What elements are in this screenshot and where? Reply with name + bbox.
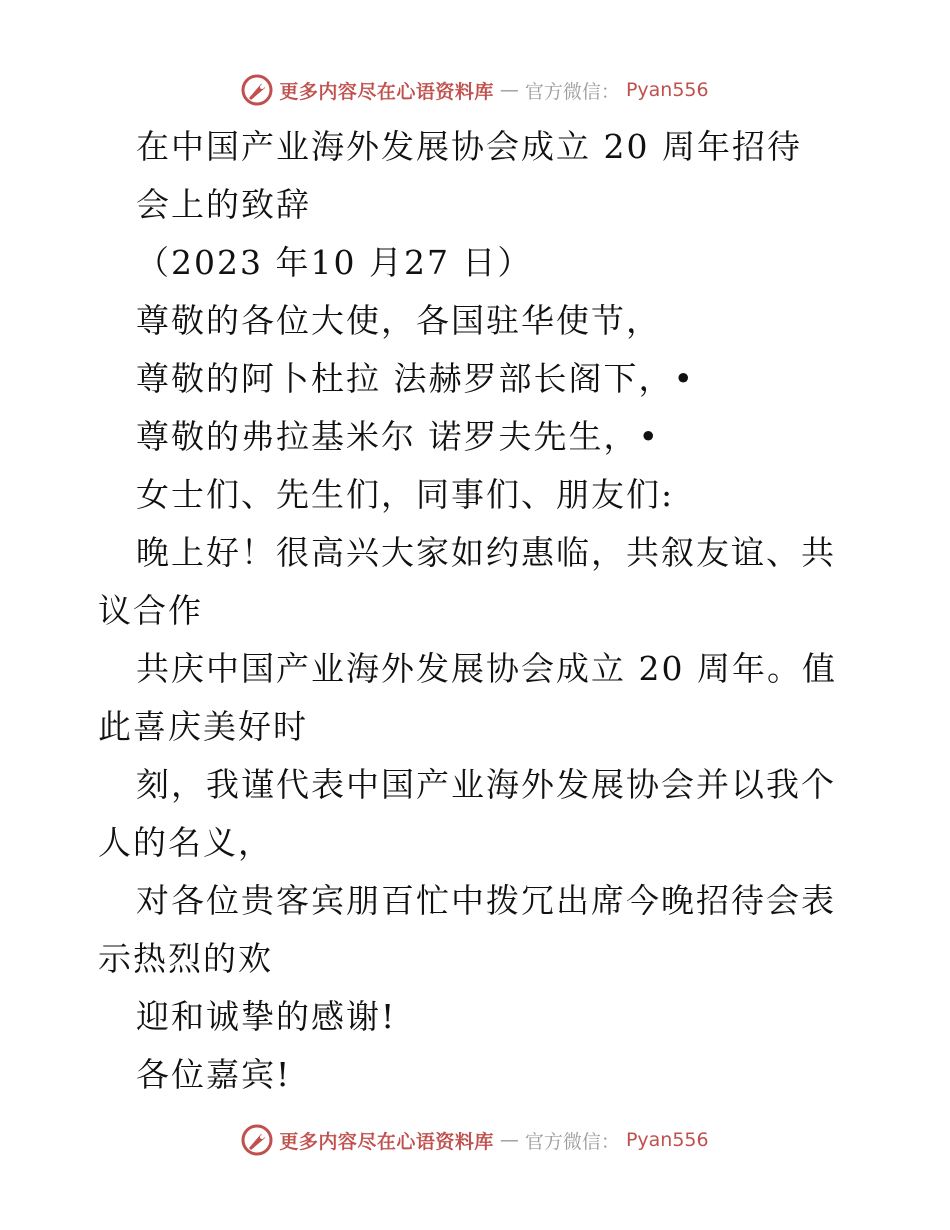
salutation-norov: 尊敬的弗拉基米尔 诺罗夫先生，•: [136, 417, 660, 456]
watermark-wechat-id: Pyan556: [625, 79, 709, 101]
footer-watermark: [0, 1122, 950, 1158]
watermark-wechat-label: 官方微信：: [524, 80, 620, 103]
salutation-minister: 尊敬的阿卜杜拉 法赫罗部长阁下，•: [136, 359, 695, 398]
speech-body: [98, 118, 858, 1104]
watermark-separator: —: [499, 1129, 519, 1151]
paragraph-anniversary: 共庆中国产业海外发展协会成立 20 周年。值此喜庆美好时: [98, 649, 837, 746]
watermark-wechat-id: Pyan556: [625, 1129, 709, 1151]
paragraph-thanks: 迎和诚挚的感谢!: [136, 997, 397, 1036]
speech-title-line-2: 会上的致辞: [136, 185, 311, 224]
watermark-main-text: 更多内容尽在心语资料库: [279, 80, 494, 103]
speech-date: （2023 年10 月27 日）: [136, 243, 533, 282]
paragraph-greeting: 晚上好！很高兴大家如约惠临，共叙友谊、共议合作: [98, 533, 836, 630]
watermark-separator: —: [499, 79, 519, 101]
pen-nib-logo-icon: [241, 74, 273, 106]
salutation-ambassadors: 尊敬的各位大使，各国驻华使节，: [136, 301, 661, 340]
paragraph-guests: 各位嘉宾!: [136, 1055, 292, 1094]
header-watermark: [0, 72, 950, 108]
watermark-main-text: 更多内容尽在心语资料库: [279, 1130, 494, 1153]
paragraph-welcome: 对各位贵客宾朋百忙中拨冗出席今晚招待会表示热烈的欢: [98, 881, 836, 978]
watermark-wechat-label: 官方微信：: [524, 1130, 620, 1153]
speech-title-line-1: 在中国产业海外发展协会成立 20 周年招待: [136, 127, 802, 166]
paragraph-on-behalf: 刻，我谨代表中国产业海外发展协会并以我个人的名义，: [98, 765, 836, 862]
pen-nib-logo-icon: [241, 1124, 273, 1156]
salutation-general: 女士们、先生们，同事们、朋友们:: [136, 475, 675, 514]
